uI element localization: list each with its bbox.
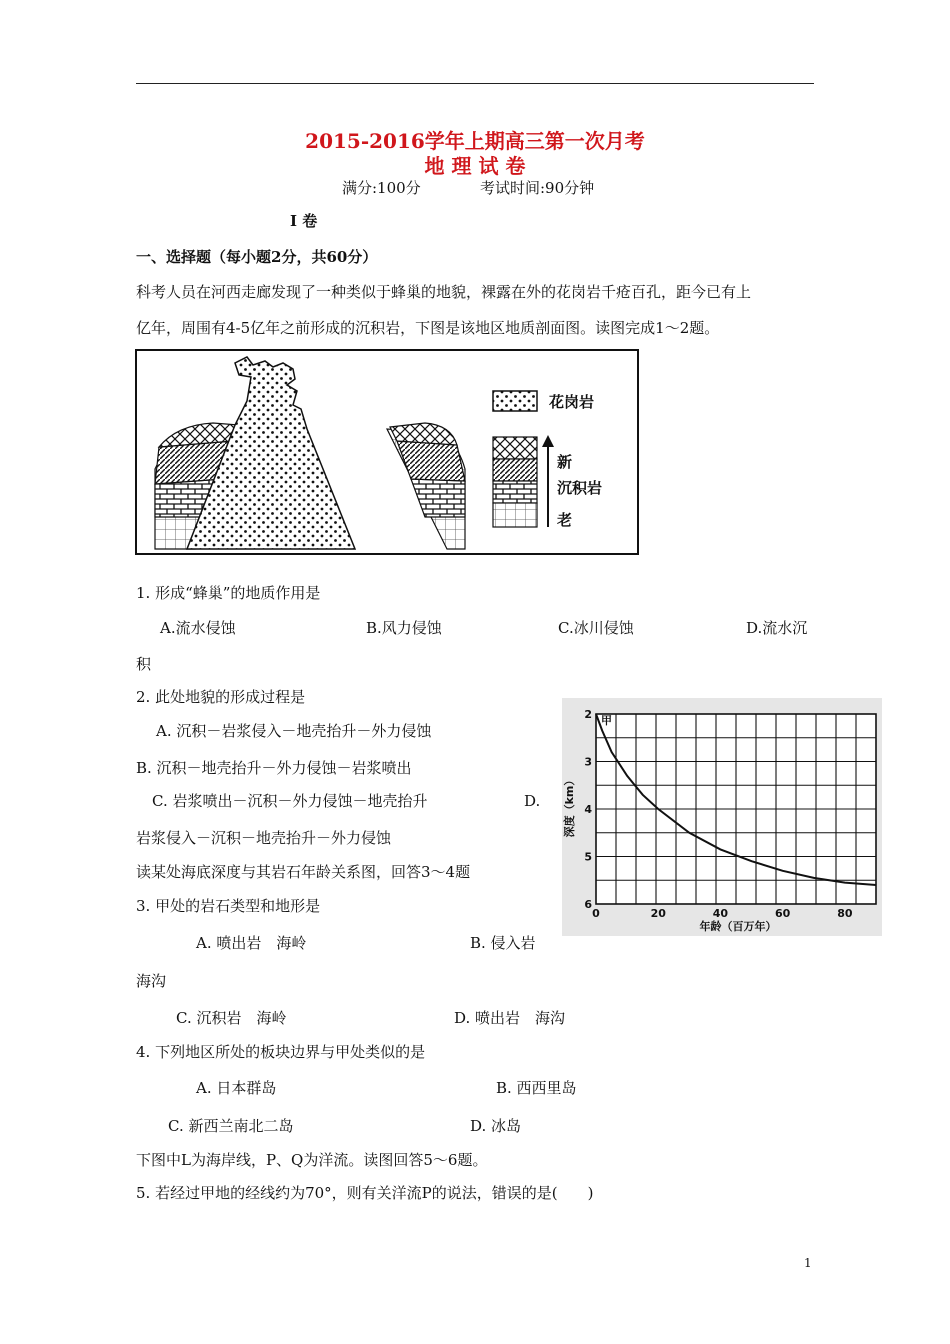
intro1-line1: 科考人员在河西走廊发现了一种类似于蜂巢的地貌，裸露在外的花岗岩千疮百孔，距今已有上 — [136, 283, 752, 301]
q3-option-c: C. 沉积岩 海岭 — [176, 1009, 287, 1027]
intro2: 读某处海底深度与其岩石年龄关系图，回答3～4题 — [136, 863, 471, 881]
page-number: 1 — [804, 1256, 812, 1270]
legend-granite-label: 花岗岩 — [549, 393, 595, 411]
legend-sedimentary-label: 沉积岩 — [557, 479, 603, 497]
q1-option-d-cont: 积 — [136, 655, 152, 673]
q4-option-b: B. 西西里岛 — [496, 1079, 577, 1097]
y-tick-label: 6 — [584, 898, 592, 911]
full-score: 满分:100分 — [342, 179, 421, 197]
x-tick-label: 60 — [775, 907, 791, 920]
q3-option-b-cont: 海沟 — [136, 972, 167, 990]
exam-subtitle: 地 理 试 卷 — [424, 154, 526, 178]
header-rule — [136, 83, 814, 84]
y-tick-label: 4 — [584, 803, 592, 816]
q4-option-a: A. 日本群岛 — [196, 1079, 277, 1097]
q3-option-b: B. 侵入岩 — [470, 934, 536, 952]
q1-option-a: A.流水侵蚀 — [160, 619, 236, 637]
q2-option-d-cont: 岩浆侵入－沉积－地壳抬升－外力侵蚀 — [136, 829, 392, 847]
q4-option-c: C. 新西兰南北二岛 — [168, 1117, 294, 1135]
y-tick-label: 2 — [584, 708, 592, 721]
q1-option-b: B.风力侵蚀 — [366, 619, 442, 637]
section-heading: 一、选择题（每小题2分，共60分） — [136, 248, 378, 266]
intro3: 下图中L为海岸线，P、Q为洋流。读图回答5～6题。 — [136, 1151, 488, 1169]
x-tick-label: 80 — [837, 907, 853, 920]
q3-stem: 3. 甲处的岩石类型和地形是 — [136, 897, 321, 915]
point-jia-label: 甲 — [601, 714, 612, 727]
q1-option-c: C.冰川侵蚀 — [558, 619, 634, 637]
exam-time: 考试时间:90分钟 — [480, 179, 595, 197]
exam-title: 2015-2016学年上期高三第一次月考 — [305, 129, 645, 153]
y-tick-label: 5 — [584, 850, 592, 864]
x-tick-label: 0 — [592, 907, 600, 920]
geology-figure — [135, 349, 639, 555]
q2-option-a: A. 沉积－岩浆侵入－地壳抬升－外力侵蚀 — [156, 722, 432, 740]
q3-option-a: A. 喷出岩 海岭 — [196, 934, 307, 952]
q1-stem: 1. 形成“蜂巢”的地质作用是 — [136, 584, 321, 602]
volume-label: I 卷 — [290, 212, 318, 230]
intro1-line2: 亿年，周围有4-5亿年之前形成的沉积岩，下图是该地区地质剖面图。读图完成1～2题。 — [136, 319, 720, 337]
x-tick-label: 20 — [650, 907, 666, 920]
depth-age-chart — [562, 698, 882, 936]
legend-old-label: 老 — [557, 511, 573, 529]
q4-stem: 4. 下列地区所处的板块边界与甲处类似的是 — [136, 1043, 426, 1061]
x-tick-label: 40 — [712, 907, 729, 920]
q2-stem: 2. 此处地貌的形成过程是 — [136, 688, 306, 706]
y-axis-label: 深度（km） — [563, 774, 576, 838]
q1-option-d: D.流水沉 — [746, 619, 808, 637]
q2-option-c: C. 岩浆喷出－沉积－外力侵蚀－地壳抬升 — [152, 792, 428, 810]
y-tick-label: 3 — [584, 755, 592, 769]
x-axis-label: 年龄（百万年） — [699, 920, 777, 933]
legend-new-label: 新 — [557, 453, 573, 471]
q2-option-d: D. — [524, 792, 541, 810]
q5-stem: 5. 若经过甲地的经线约为70°，则有关洋流P的说法，错误的是( ) — [136, 1184, 594, 1202]
q3-option-d: D. 喷出岩 海沟 — [454, 1009, 566, 1027]
q4-option-d: D. 冰岛 — [470, 1117, 522, 1135]
q2-option-b: B. 沉积－地壳抬升－外力侵蚀－岩浆喷出 — [136, 759, 412, 777]
